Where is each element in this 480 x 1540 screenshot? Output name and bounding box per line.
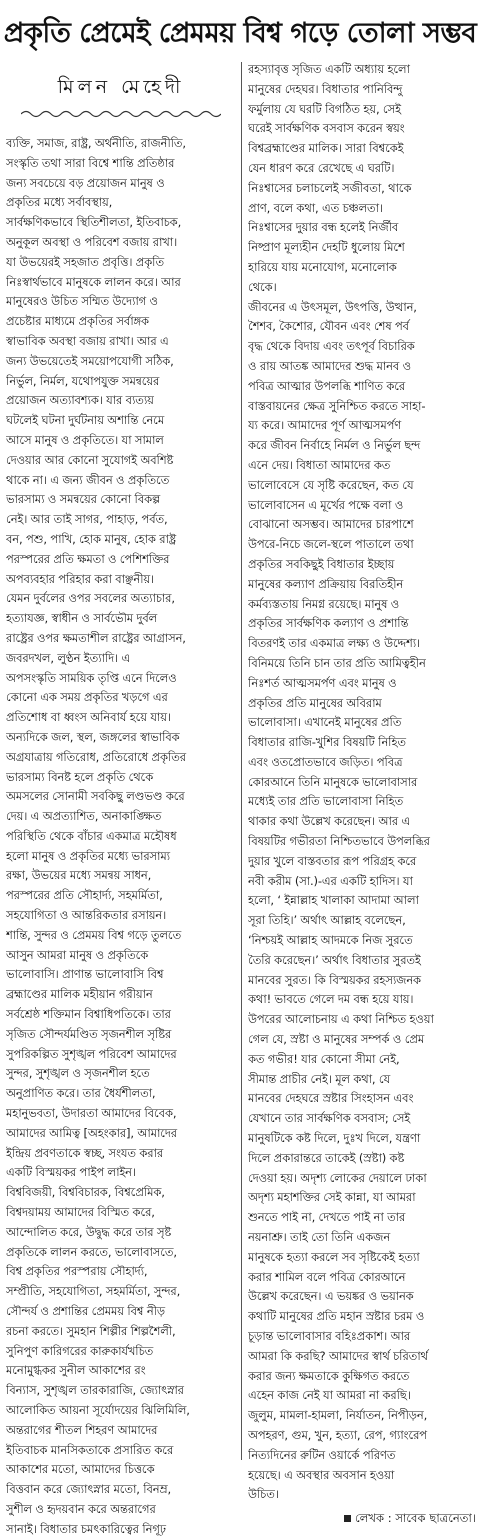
text-line: মানবের সুরত। কি বিস্ময়কর রহস্যজনক	[248, 972, 421, 987]
text-line: বিশ্ববিজয়ী, বিশ্ববিচারক, বিশ্বপ্রেমিক,	[6, 1185, 165, 1200]
text-line: ভালোবেসে যে সৃষ্টি করেছেন, কত যে	[248, 477, 414, 492]
text-line: ঘটলেই ঘটনা দুর্ঘটনায় অশান্তি নেমে	[6, 413, 165, 428]
text-line: নিত্যদিনের রুটিন ওয়ার্কে পরিণত	[248, 1447, 396, 1462]
text-line: ভালোবাসা। এখানেই মানুষের প্রতি	[248, 715, 402, 730]
text-line: শৈশব, কৈশোর, যৌবন এবং শেষ পর্ব	[248, 319, 409, 334]
text-line: সম্প্রীতি, সহযোগিতা, সহমর্মিতা, সুন্দর,	[6, 1284, 181, 1299]
right-column-text	[248, 60, 476, 1505]
text-line: কথাটি মানুষের প্রতি মহান স্রষ্টার চরম ও	[248, 1309, 425, 1324]
text-line: বিত্তবান করে জ্যোৎস্নার মতো, বিনম্র,	[6, 1482, 172, 1497]
text-line: উচিত।	[248, 1487, 279, 1502]
text-line: হলো, ‘ ইন্নাল্লাহ খালাকা আদামা আলা	[248, 893, 419, 908]
text-line: নেই। আর তাই সাগর, পাহাড়, পর্বত,	[6, 512, 168, 527]
headline: প্রকৃতি প্রেমেই প্রেমময় বিশ্ব গড়ে তোলা সম্ভব	[3, 17, 477, 49]
text-line: জবরদখল, লুণ্ঠন ইত্যাদি। এ	[6, 650, 131, 665]
text-line: থাকার কথা উল্লেখ করেছেন। আর এ	[248, 814, 411, 829]
text-line: সুনিপুণ কারিগরের কারুকার্যখচিত	[6, 1343, 154, 1358]
text-line: সূরা তিহি।’ অর্থাৎ আল্লাহ বলেছেন,	[248, 913, 406, 928]
text-line: সর্বশ্রেষ্ঠ শক্তিমান বিশ্বাধিপতিকে। তার	[6, 1007, 171, 1022]
text-line: মানুষটিকে কষ্ট দিলে, দুঃখ দিলে, যন্ত্রণা	[248, 1131, 421, 1146]
text-line: বিশ্ব প্রকৃতির পরস্পরায় সৌহার্দ্য,	[6, 1264, 148, 1279]
text-line: প্রতিশোধ বা ধ্বংস অনিবার্য হয়ে যায়।	[6, 710, 171, 725]
text-line: অদৃশ্য মহাশক্তির সেই কান্না, যা আমরা	[248, 1190, 416, 1205]
text-line: প্রাণ, বলে কথা, এত চঞ্চলতা।	[248, 200, 383, 215]
text-line: দেওয়া হয়। অদৃশ্য লোকের দেয়ালে ঢাকা	[248, 1170, 427, 1185]
text-line: নিঃশ্বাসের চলাচলেই সজীবতা, থাকে	[248, 180, 412, 195]
text-line: একটি বিস্ময়কর পাইপ লাইন।	[6, 1165, 136, 1180]
text-line: থেকে।	[248, 279, 277, 294]
text-line: সানাই। বিধাতার চমৎকারিত্বের নিগূঢ়	[6, 1521, 166, 1536]
text-line: অমসলের সোনামী সবকিছু লণ্ডভণ্ড করে	[6, 789, 185, 804]
text-line: কর্মব্যস্ততায় নিমগ্ন রয়েছে। মানুষ ও	[248, 596, 400, 611]
text-line: এবং ওতপ্রোতভাবে জড়িত। পবিত্র	[248, 754, 403, 769]
text-line: জুলুম, মামলা-হামলা, নির্যাতন, নিপীড়ন,	[248, 1408, 428, 1423]
text-line: হত্যাযজ্ঞ, স্বাধীন ও সার্বভৌম দুর্বল	[6, 611, 158, 626]
text-line: প্রকৃতির সবকিছুই বিধাতার ইচ্ছায়	[248, 556, 395, 571]
text-line: মহানুভবতা, উদারতা আমাদের বিবেক,	[6, 1106, 177, 1121]
text-line: মানবের দেহঘরে স্রষ্টার সিংহাসন এবং	[248, 1091, 414, 1106]
text-line: ভারসাম্য ও সমন্বয়ের কোনো বিকল্প	[6, 492, 161, 507]
text-line: ভালোবাসেন এ মূর্খের পক্ষে বলা ও	[248, 497, 404, 512]
text-line: করে জীবন নির্বাহে নির্মল ও নির্ভুল ছন্দ	[248, 438, 421, 453]
right-column	[248, 60, 476, 1529]
text-line: হারিয়ে যায় মনোযোগ, মনোলোক	[248, 259, 397, 274]
text-line: বিতরণই তার একমাত্র লক্ষ্য ও উদ্দেশ্য।	[248, 636, 420, 651]
text-line: উল্লেখ করেছেন। এ ভয়ঙ্কর ও ভয়ানক	[248, 1289, 414, 1304]
text-line: আমরা কি করছি? আমাদের স্বার্থ চরিতার্থ	[248, 1348, 428, 1363]
left-column-text	[6, 134, 236, 1540]
column-divider	[241, 62, 242, 1460]
text-line: থাকে না। এ জন্য জীবন ও প্রকৃতিতে	[6, 472, 170, 487]
text-line: সৃজিত সৌন্দর্যমণ্ডিত সৃজনশীল সৃষ্টির	[6, 1026, 172, 1041]
text-line: উপরে-নিচে জলে-স্থলে পাতালে তথা	[248, 537, 414, 552]
text-line: সার্বক্ষণিকভাবে স্থিতিশীলতা, ইতিবাচক,	[6, 215, 182, 230]
text-line: অনুকূল অবস্থা ও পরিবেশ বজায় রাখা।	[6, 234, 178, 249]
text-line: নিঃস্বার্থভাবে মানুষকে লালন করে। আর	[6, 274, 181, 289]
text-line: বিষয়টির গভীরতা নিশ্চিতভাবে উপলব্ধির	[248, 834, 430, 849]
text-line: অগ্রযাত্রায় গতিরোধ, প্রতিরোধে প্রকৃতির	[6, 749, 186, 764]
text-line: মানুষেরও উচিত সম্মিত উদ্যোগ ও	[6, 294, 158, 309]
byline: মিলন মেহেদী	[57, 76, 185, 98]
author-note-text: লেখক : সাবেক ছাত্রনেতা।	[355, 1511, 476, 1526]
text-line: সহযোগিতা ও আন্তরিকতার রসায়ন।	[6, 908, 167, 923]
text-line: প্রকৃতির মধ্যে সর্বাবস্থায়,	[6, 195, 113, 210]
text-line: অপহরণ, গুম, খুন, হত্যা, রেপ, গ্যাংরেপ	[248, 1427, 427, 1442]
text-line: ইতিবাচক মানসিকতাকে প্রসারিত করে	[6, 1442, 174, 1457]
text-line: সৌন্দর্য ও প্রশান্তির প্রেমময় বিশ্ব নীড়	[6, 1304, 165, 1319]
text-line: আন্দোলিত করে, উদ্বুদ্ধ করে তার সৃষ্ট	[6, 1224, 172, 1239]
text-line: আসে মানুষ ও প্রকৃতিতে। যা সামাল	[6, 432, 164, 447]
text-line: ব্রহ্মাণ্ডের মালিক মহীয়ান গরীয়ান	[6, 987, 153, 1002]
text-line: অন্যদিকে জল, স্থল, জঙ্গলের স্বাভাবিক	[6, 729, 180, 744]
text-line: দুয়ার খুলে বাস্তবতার রূপ পরিগ্রহ করে	[248, 853, 417, 868]
byline-wavy-rule	[21, 108, 221, 120]
text-line: বিন্যাস, সুশৃঙ্খল তারকারাজি, জ্যোৎস্নার	[6, 1383, 184, 1398]
text-line: বোঝানো অসম্ভব। আমাদের চারপাশে	[248, 517, 414, 532]
text-line: প্রয়োজন অত্যাবশ্যক। যার ব্যত্যয়	[6, 393, 154, 408]
text-line: অপসংস্কৃতি সাময়িক তৃপ্তি এনে দিলেও	[6, 670, 177, 685]
text-line: প্রচেষ্টার মাধ্যমে প্রকৃতির সর্বাঙ্গক	[6, 314, 149, 329]
text-line: হলো মানুষ ও প্রকৃতির মধ্যে ভারসাম্য	[6, 848, 170, 863]
text-line: শুনতে পাই না, দেখতে পাই না তার	[248, 1210, 406, 1225]
text-line: দিলে প্রকারান্তরে তাকেই (স্রষ্টা) কষ্ট	[248, 1150, 405, 1165]
text-line: পবিত্র আত্মার উপলব্ধি শাণিত করে	[248, 378, 406, 393]
text-line: জীবনের এ উৎসমূল, উৎপত্তি, উত্থান,	[248, 299, 417, 314]
text-line: অনুপ্রাণিত করে। তার ধৈর্যশীলতা,	[6, 1086, 156, 1101]
text-line: বিশ্বব্রহ্মাণ্ডের মালিক। সারা বিশ্বকেই	[248, 141, 404, 156]
text-line: অপব্যবহার পরিহার করা বাঞ্ছনীয়।	[6, 571, 154, 586]
author-note	[248, 1509, 476, 1529]
text-line: স্বাভাবিক অবস্থা বজায় রাখা। আর এ	[6, 333, 169, 348]
text-line: রহস্যাবৃত্ত সৃজিত একটি অধ্যায় হলো	[248, 62, 410, 76]
text-line: আসুন আমরা মানুষ ও প্রকৃতিকে	[6, 947, 149, 962]
text-line: পরিস্থিতি থেকে বাঁচার একমাত্র মহৌষধ	[6, 828, 177, 843]
text-line: দেয়। এ অপ্রত্যাশিত, অনাকাঙ্ক্ষিত	[6, 809, 162, 824]
text-line: প্রকৃতির প্রতি মানুষের অবিরাম	[248, 695, 382, 710]
text-line: কোনো এক সময় প্রকৃতির খড়গে এর	[6, 690, 168, 705]
text-line: উপরের আলোচনায় এ কথা নিশ্চিত হওয়া	[248, 1012, 434, 1027]
text-line: নির্ভুল, নির্মল, যথোপযুক্ত সমন্বয়ের	[6, 373, 160, 388]
text-line: নয়নাশ্রু। তাই তো তিনি একজন	[248, 1230, 391, 1245]
text-line: যা উভয়েরই সহজাত প্রবৃত্তি। প্রকৃতি	[6, 254, 164, 269]
text-line: নিষ্প্রাণ মূল্যহীন দেহটি ধুলোয় মিশে	[248, 240, 405, 255]
text-line: শান্তি, সুন্দর ও প্রেমময় বিশ্ব গড়ে তুলতে	[6, 927, 182, 942]
text-line: জন্য সবচেয়ে বড় প্রয়োজন মানুষ ও	[6, 175, 165, 190]
text-line: প্রকৃতিকে লালন করতে, ভালোবাসতে,	[6, 1244, 177, 1259]
text-line: হয়েছে। এ অবস্থার অবসান হওয়া	[248, 1467, 395, 1482]
text-line: ভারসাম্য বিনষ্ট হলে প্রকৃতি থেকে	[6, 769, 154, 784]
text-line: কথা! ভাবতে গেলে দম বন্ধ হয়ে যায়।	[248, 992, 414, 1007]
text-line: বিশ্বদয়াময় আমাদের বিস্মিত করে,	[6, 1205, 155, 1220]
text-line: ভালোবাসি। প্রাণান্ত ভালোবাসি বিশ্ব	[6, 967, 164, 982]
text-line: ব্যক্তি, সমাজ, রাষ্ট্র, অর্থনীতি, রাজনীতি,	[6, 136, 186, 150]
left-column	[6, 66, 236, 1540]
text-line: নিঃশর্ত আত্মসমর্পণ এবং মানুষ ও	[248, 675, 397, 690]
text-line: যেন ধারণ করে রেখেছে এ ঘরটি।	[248, 160, 395, 175]
text-line: যেখানে তার সার্বক্ষণিক বসবাস; সেই	[248, 1111, 411, 1126]
text-line: করার শামিল বলে পবিত্র কোরআনে	[248, 1269, 406, 1284]
text-line: বাস্তবায়নের ক্ষেত্র সুনিশ্চিত করতে সাহা-	[248, 398, 426, 413]
text-line: সংস্কৃতি তথা সারা বিশ্বে শান্তি প্রতিষ্ঠার	[6, 155, 175, 170]
text-line: আমাদের আমিত্ব [অহংকার], আমাদের	[6, 1125, 177, 1140]
text-line: মনোমুগ্ধকর সুনীল আকাশের রং	[6, 1363, 146, 1378]
text-line: রচনা করতে। সুমহান শিল্পীর শিল্পশৈলী,	[6, 1323, 176, 1338]
text-line: বন, পশু, পাখি, হোক মানুষ, হোক রাষ্ট্র	[6, 531, 177, 546]
text-line: মানুষকে হত্যা করলে সব সৃষ্টিকেই হত্যা	[248, 1249, 420, 1264]
text-line: নবী করীম (সা.)-এর একটি হাদিস। যা	[248, 873, 413, 888]
text-line: প্রকৃতির সার্বক্ষণিক কল্যাণ ও প্রশান্তি	[248, 616, 409, 631]
text-line: রাষ্ট্রের ওপর ক্ষমতাশীল রাষ্ট্রের আগ্রাসন,	[6, 630, 186, 645]
text-line: ফর্মুলায় যে ঘরটি বিগঠিত হয়, সেই	[248, 101, 401, 116]
text-line: পরস্পরের প্রতি সৌহার্দ্য, সহমর্মিতা,	[6, 888, 163, 903]
text-line: আলোকিত আয়না সূর্যোদয়ের ঝিলিমিলি,	[6, 1403, 190, 1417]
text-line: সুশীল ও হৃদয়বান করে অন্তরাগের	[6, 1501, 156, 1516]
text-line: নিঃশ্বাসের দুয়ার বন্ধ হলেই নির্জীব	[248, 220, 399, 235]
text-line: ও রায় আতঙ্ক আমাদের শুদ্ধ মানব ও	[248, 358, 411, 373]
text-line: করার জন্য ক্ষমতাকে কুক্ষিগত করতে	[248, 1368, 410, 1383]
text-line: জন্য উভয়েতেই সময়োপযোগী সঠিক,	[6, 353, 174, 368]
text-line: দেওয়ার আর কোনো সুযোগই অবশিষ্ট	[6, 452, 174, 467]
text-line: বিধাতার রাজি-খুশির বিষয়টি নিহিত	[248, 735, 406, 750]
text-line: ঘরেই সার্বক্ষণিক বসবাস করেন স্বয়ং	[248, 121, 405, 136]
text-line: সীমান্ত প্রাচীর নেই। মূল কথা, যে	[248, 1071, 391, 1086]
square-bullet-icon	[344, 1515, 351, 1522]
text-line: বৃদ্ধ থেকে বিদায় এবং তৎপূর্ব বিচারিক	[248, 339, 415, 354]
text-line: য্য করে। আমাদের পূর্ণ আত্মসমর্পণ	[248, 418, 402, 433]
text-line: যেমন দুর্বলের ওপর সবলের অত্যাচার,	[6, 591, 175, 606]
text-line: মানুষের কল্যাণ প্রক্রিয়ায় বিরতিহীন	[248, 576, 404, 591]
text-line: এনে দেয়। বিধাতা আমাদের কত	[248, 457, 391, 472]
text-line: কোরআনে তিনি মানুষকে ভালোবাসার	[248, 774, 418, 789]
text-line: চূড়ান্ত ভালোবাসার বহিঃপ্রকাশ। আর	[248, 1329, 411, 1343]
text-line: মধ্যেই তার প্রতি ভালোবাসা নিহিত	[248, 794, 404, 809]
text-line: আকাশের মতো, আমাদের চিত্তকে	[6, 1462, 155, 1477]
text-line: সুন্দর, সুশৃঙ্খল ও সৃজনশীল হতে	[6, 1066, 150, 1081]
text-line: অন্তরাগের শীতল শিহরণ আমাদের	[6, 1422, 158, 1437]
text-line: পরস্পরের প্রতি ক্ষমতা ও পেশিশক্তির	[6, 551, 170, 566]
text-line: রক্ষা, উভয়ের মধ্যে সমন্বয় সাধন,	[6, 868, 152, 883]
text-line: তৈরি করেছেন।’ অর্থাৎ বিধাতার সুরতই	[248, 952, 421, 967]
text-line: ‘নিশ্চয়ই আল্লাহ আদমকে নিজ সুরতে	[248, 933, 413, 948]
text-line: কত গভীর! যার কোনো সীমা নেই,	[248, 1051, 400, 1066]
text-line: গেল যে, স্রষ্টা ও মানুষের সম্পর্ক ও প্রেম	[248, 1032, 425, 1047]
text-line: এহেন কাজ নেই যা আমরা না করছি।	[248, 1388, 411, 1403]
text-line: মানুষের দেহঘর। বিধাতার পানিবিন্দু	[248, 81, 403, 96]
text-line: সুপরিকল্পিত সুশৃঙ্খল পরিবেশ আমাদের	[6, 1046, 177, 1061]
text-line: বিনিময়ে তিনি চান তার প্রতি আমিত্বহীন	[248, 655, 426, 670]
text-line: ইন্দ্রিয় প্রবণতাকে স্বচ্ছ, সংযত করার	[6, 1145, 164, 1160]
